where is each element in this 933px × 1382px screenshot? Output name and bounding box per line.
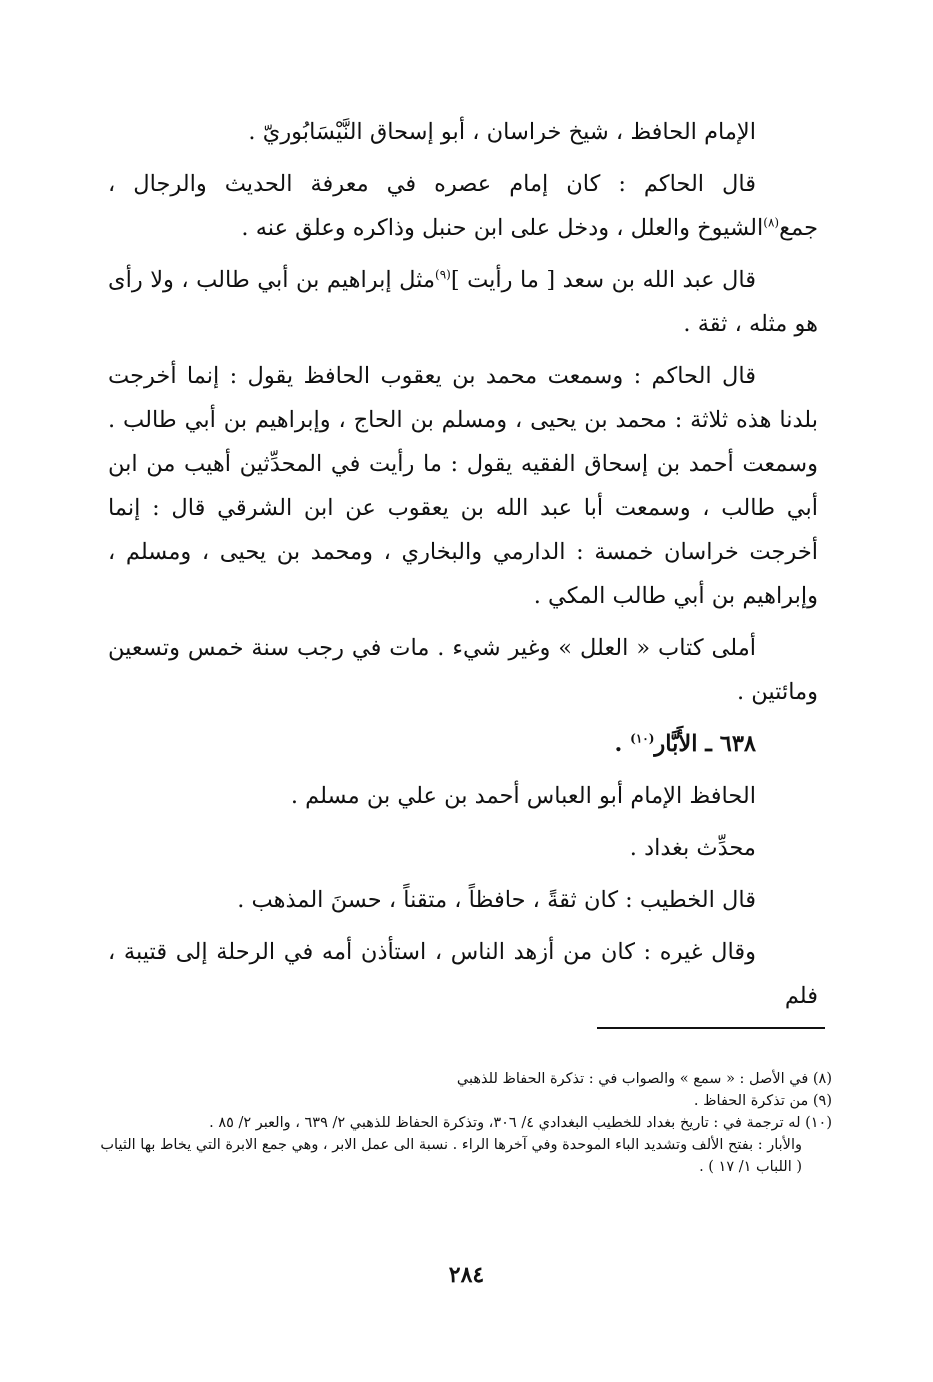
paragraph-2-text-b: الشيوخ والعلل ، ودخل على ابن حنبل وذاكره وعلق عنه . [241,215,764,241]
paragraph-6: الحافظ الإمام أبو العباس أحمد بن علي بن مسلم . [290,783,756,809]
paragraph-5: أملى كتاب « العلل » وغير شيء . مات في رجب سنة خمس وتسعين ومائتين . [108,635,818,705]
entry-heading [108,722,818,766]
paragraph-2 [108,162,818,250]
footnote-ref-10: (١٠) [630,731,655,746]
footnote-8: (٨) في الأصل : « سمع » والصواب في : تذكرة الحفاظ للذهبي [456,1071,832,1087]
paragraph-3-text-a: قال عبد الله بن سعد [ ما رأيت ] [450,267,756,293]
footnote-ref-8: (٨) [763,215,780,230]
paragraph-8: قال الخطيب : كان ثقةً ، حافظاً ، متقناً ، حسنَ المذهب . [237,887,756,913]
paragraph-3 [108,258,818,346]
page-number: ٢٨٤ [448,1262,485,1288]
footnote-separator [597,1027,825,1029]
footnote-10: (١٠) له ترجمة في : تاريخ بغداد للخطيب البغدادي ٤/ ٣٠٦، وتذكرة الحفاظ للذهبي ٢/ ٦٣٩ ، والعبر ٢/ ٨٥ . [209,1115,832,1131]
paragraph-4: قال الحاكم : وسمعت محمد بن يعقوب الحافظ يقول : إنما أخرجت بلدنا هذه ثلاثة : محمد بن يحيى ، ومسلم بن الحاج ، وإبراهيم بن أبي طالب . وسمعت أحمد بن إسحاق الفقيه يقول : ما رأيت في المحدِّثين أهيب من ابن أبي طالب ، وسمعت أبا عبد الله بن يعقوب عن ابن الشرقي قال : إنما أخرجت خراسان خمسة : الدارمي والبخاري ، ومحمد بن يحيى ، ومسلم ، وإبراهيم بن أبي طالب المكي . [108,363,818,609]
footnote-9: (٩) من تذكرة الحفاظ . [693,1093,832,1109]
paragraph-2-text-a: قال الحاكم : كان إمام عصره في معرفة الحديث والرجال ، جمع [108,171,818,241]
paragraph-3-text-b: مثل إبراهيم بن أبي طالب ، ولا رأى هو مثله ، ثقة . [108,267,818,337]
paragraph-1: الإمام الحافظ ، شيخ خراسان ، أبو إسحاق النَّيْسَابُوريّ . [248,119,756,145]
paragraph-7: محدِّث بغداد . [629,835,756,861]
footnote-ref-9: (٩) [435,267,451,282]
entry-heading-end: . [614,731,631,757]
entry-heading-text: ٦٣٨ ـ الأَبَّار [654,731,756,757]
main-text [108,110,818,1018]
footnotes [100,1068,832,1178]
paragraph-9: وقال غيره : كان من أزهد الناس ، استأذن أمه في الرحلة إلى قتيبة ، فلم [108,939,818,1009]
footnote-10-continuation: والأبار : بفتح الألف وتشديد الباء الموحدة وفي آخرها الراء . نسبة الى عمل الابر ، وهي جمع الابرة التي يخاط بها الثياب ( اللباب ١/ ١٧ ) . [100,1137,802,1175]
